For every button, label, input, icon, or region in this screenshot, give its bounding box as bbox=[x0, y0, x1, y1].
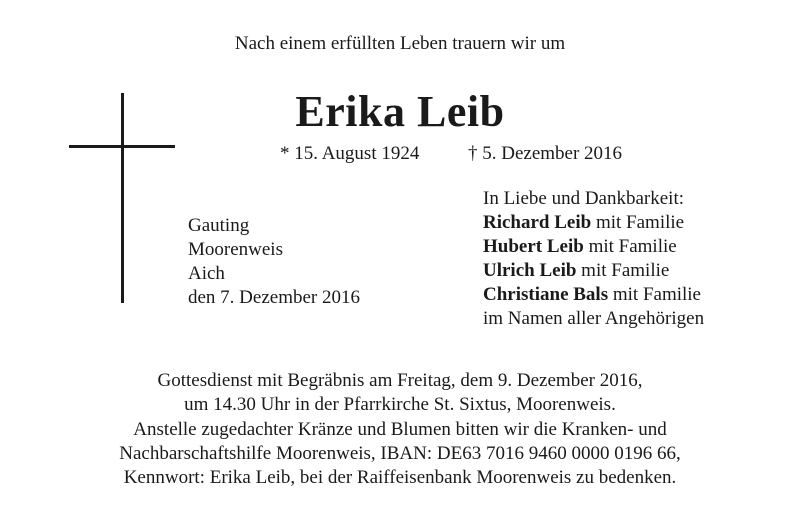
member-name: Richard Leib bbox=[483, 212, 592, 233]
birth-date: * 15. August 1924 bbox=[280, 143, 420, 164]
death-date: † 5. Dezember 2016 bbox=[468, 143, 623, 164]
place-line: Gauting bbox=[188, 215, 250, 236]
service-line: um 14.30 Uhr in der Pfarrkirche St. Sixtus, Moorenweis. bbox=[184, 394, 616, 415]
family-block bbox=[483, 187, 704, 331]
family-closing: im Namen aller Angehörigen bbox=[483, 308, 705, 329]
intro-text: Nach einem erfüllten Leben trauern wir um bbox=[234, 33, 566, 54]
donation-line: Nachbarschaftshilfe Moorenweis, IBAN: DE63 7016 9460 0000 0196 66, bbox=[119, 443, 681, 464]
place-line: Moorenweis bbox=[188, 239, 283, 260]
notice-date: den 7. Dezember 2016 bbox=[188, 287, 360, 308]
member-suffix: mit Familie bbox=[591, 212, 685, 233]
cross-icon-bar bbox=[69, 145, 175, 148]
donation-line: Kennwort: Erika Leib, bei der Raiffeisenbank Moorenweis zu bedenken. bbox=[123, 467, 677, 488]
member-suffix: mit Familie bbox=[583, 236, 677, 257]
member-suffix: mit Familie bbox=[608, 284, 701, 305]
family-member bbox=[483, 235, 704, 259]
family-member bbox=[483, 211, 704, 235]
family-member bbox=[483, 283, 704, 307]
service-line: Gottesdienst mit Begräbnis am Freitag, dem 9. Dezember 2016, bbox=[157, 370, 643, 391]
member-name: Ulrich Leib bbox=[483, 260, 577, 281]
family-heading: In Liebe und Dankbarkeit: bbox=[483, 188, 685, 209]
family-member bbox=[483, 259, 704, 283]
places-block bbox=[188, 214, 360, 310]
deceased-name: Erika Leib bbox=[295, 87, 505, 136]
donation-line: Anstelle zugedachter Kränze und Blumen bitten wir die Kranken- und bbox=[133, 419, 667, 440]
service-info bbox=[0, 369, 800, 417]
member-suffix: mit Familie bbox=[576, 260, 670, 281]
place-line: Aich bbox=[188, 263, 225, 284]
member-name: Hubert Leib bbox=[483, 236, 584, 257]
member-name: Christiane Bals bbox=[483, 284, 609, 305]
donation-info bbox=[0, 418, 800, 490]
